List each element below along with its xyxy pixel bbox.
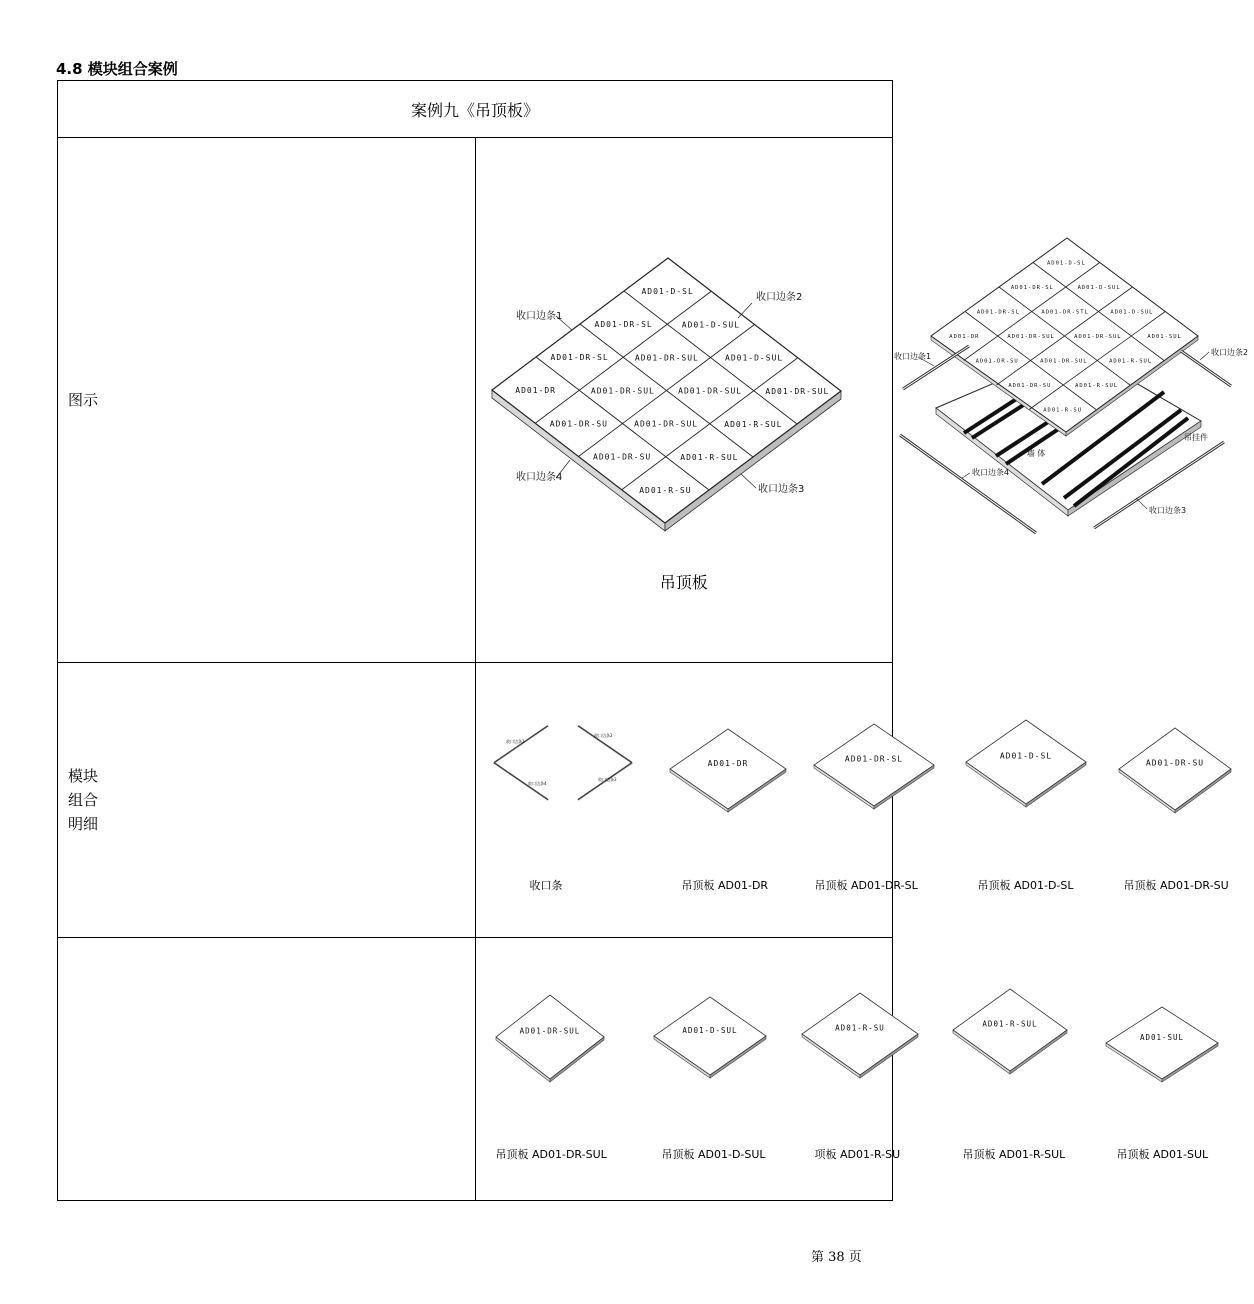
callout-line <box>1136 498 1147 509</box>
callout-line <box>741 474 756 488</box>
callout-line <box>1200 352 1209 360</box>
module-tile-label: AD01-DR-SUL <box>519 1026 580 1036</box>
case-title: 案例九《吊顶板》 <box>58 81 893 138</box>
grid-tile-label: AD01-D-SUL <box>681 320 740 330</box>
module-tile-label: AD01-D-SL <box>999 751 1052 761</box>
edge-label: 收口边条1 <box>515 311 562 322</box>
grid-tile-label: AD01-DR-SL <box>594 320 653 330</box>
module-tile-label: AD01-SUL <box>1139 1033 1184 1043</box>
module-caption: 吊顶板 AD01-DR-SUL <box>495 1148 607 1161</box>
grid-tile-label: AD01-DR-SUL <box>633 419 698 429</box>
module-tile <box>966 720 1086 804</box>
grid-tile-label: AD01-R-SU <box>1042 407 1082 414</box>
section-title: 4.8 模块组合案例 <box>56 60 178 78</box>
grid-tile-label: AD01-DR <box>948 334 979 340</box>
grid-tile-label: AD01-DR-SUL <box>677 386 742 396</box>
module-tile-label: AD01-DR <box>707 758 748 768</box>
page-number: 第 38 页 <box>811 1250 862 1265</box>
grid-tile-label: AD01-DR-SU <box>549 419 608 429</box>
edge-strip-highlight <box>578 764 632 801</box>
grid-tile-label: AD01-R-SUL <box>679 452 738 462</box>
grid-tile-label: AD01-DR-SU <box>592 452 651 462</box>
grid-tile-label: AD01-D-SL <box>640 287 694 297</box>
module-caption: 吊顶板 AD01-R-SUL <box>962 1148 1066 1161</box>
modules-row-2 <box>475 938 1209 1201</box>
grid-tile-label: AD01-DR-SU <box>975 358 1019 365</box>
figure-row-label: 图示 <box>58 138 476 663</box>
module-tile <box>1106 1007 1218 1079</box>
case-table <box>57 80 1248 1201</box>
grid-tile-label: AD01-R-SUL <box>1108 358 1152 365</box>
edge-label: 收口边条3 <box>1148 506 1186 515</box>
grid-tile-label: AD01-DR-SUL <box>1006 334 1055 340</box>
module-tile <box>802 993 918 1075</box>
grid-tile-label: AD01-DR-SL <box>976 309 1020 316</box>
grid-tile-label: AD01-DR <box>514 386 556 396</box>
grid-tile-label: AD01-R-SUL <box>1074 383 1118 389</box>
module-caption: 吊顶板 AD01-DR-SL <box>814 879 918 892</box>
modules-row-1 <box>475 663 1229 938</box>
grid-tile-label: AD01-D-SUL <box>724 353 783 363</box>
module-caption: 吊顶板 AD01-DR-SU <box>1123 879 1229 892</box>
module-caption: 项板 AD01-R-SU <box>814 1148 901 1161</box>
edge-label: 收口边条2 <box>1210 348 1248 357</box>
edge-label: 收口边条1 <box>893 352 931 361</box>
edge-label: 收口边条4 <box>515 472 562 483</box>
module-tile-label: AD01-D-SUL <box>681 1025 738 1035</box>
edge-strip-label: 收口边条3 <box>597 777 617 782</box>
modules-row-2-label <box>58 938 476 1201</box>
grid-tile-label: AD01-D-SUL <box>1077 285 1121 291</box>
grid-tile-label: AD01-DR-STL <box>1040 309 1089 316</box>
modules-label-line: 明细 <box>68 815 99 833</box>
grid-tile-label: AD01-DR-SUL <box>634 353 699 363</box>
edge-label: 收口边条3 <box>757 484 804 495</box>
module-tile <box>1119 728 1231 810</box>
frame-label: 吊挂件 <box>1183 433 1208 442</box>
module-caption: 吊顶板 AD01-D-SL <box>977 879 1074 892</box>
figure-cell <box>475 138 1248 663</box>
grid-tile-label: AD01-SUL <box>1146 334 1182 340</box>
grid-tile-label: AD01-DR-SUL <box>1073 334 1122 340</box>
grid-tile-label: AD01-R-SU <box>638 485 692 495</box>
edge-label: 收口边条2 <box>755 292 802 303</box>
edge-strip-label: 收口边条1 <box>505 739 525 744</box>
grid-tile-label: AD01-DR-SUL <box>764 386 829 396</box>
grid-tile-label: AD01-R-SUL <box>723 419 782 429</box>
edge-strip <box>578 726 632 763</box>
module-tile <box>496 995 604 1079</box>
module-tile <box>670 729 786 809</box>
module-caption: 收口条 <box>529 879 563 892</box>
module-tile-label: AD01-DR-SL <box>844 754 903 764</box>
grid-tile-label: AD01-DR-SL <box>1010 285 1054 291</box>
modules-label-line: 模块 <box>68 767 99 785</box>
figure-caption: 吊顶板 <box>659 573 708 592</box>
module-caption: 吊顶板 AD01-DR <box>681 879 769 892</box>
edge-strip-highlight <box>494 727 548 764</box>
modules-label-line: 组合 <box>68 791 99 809</box>
module-caption: 吊顶板 AD01-D-SUL <box>661 1148 766 1161</box>
edge-label: 收口边条4 <box>971 468 1009 477</box>
modules-row-label <box>58 663 476 938</box>
modules-row-1-drawing <box>476 663 1254 937</box>
callout-line <box>738 303 752 318</box>
module-tile-label: AD01-DR-SU <box>1145 758 1204 768</box>
grid-tile-label: AD01-DR-SUL <box>1039 358 1088 365</box>
grid-tile-label: AD01-DR-SL <box>550 353 609 363</box>
module-tile <box>814 724 934 806</box>
callout-line <box>962 473 970 478</box>
edge-strip-label: 收口边条4 <box>527 781 547 786</box>
module-tile <box>953 989 1067 1071</box>
edge-strip <box>494 726 548 763</box>
edge-strip-label: 收口边条2 <box>593 733 613 738</box>
module-caption: 吊顶板 AD01-SUL <box>1116 1148 1209 1161</box>
module-tile-label: AD01-R-SU <box>834 1023 885 1033</box>
module-tile <box>654 997 766 1075</box>
grid-tile-label: AD01-DR-SU <box>1007 383 1051 389</box>
grid-tile-label: AD01-DR-SUL <box>590 386 655 396</box>
grid-tile-label: AD01-D-SL <box>1046 260 1086 267</box>
module-tile-label: AD01-R-SUL <box>981 1019 1038 1029</box>
grid-tile-label: AD01-D-SUL <box>1109 309 1153 316</box>
wall-label: 墙 体 <box>1026 449 1045 458</box>
